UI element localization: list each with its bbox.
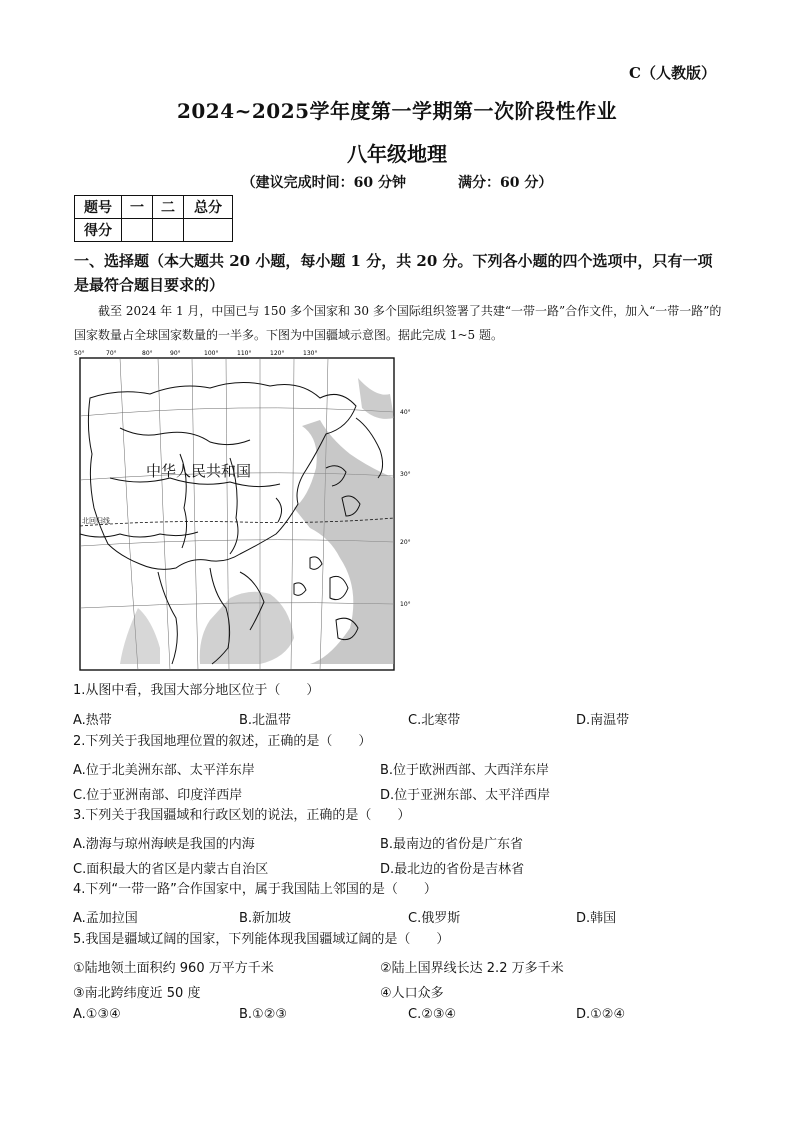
map-country-label: 中华人民共和国 [146,462,252,480]
exam-title: 2024~2025学年度第一学期第一次阶段性作业 [176,99,618,123]
lat-label: 30° [400,471,411,478]
question-4-stem: 4.下列“一带一路”合作国家中，属于我国陆上邻国的是（ ） [73,882,437,897]
score-blank[interactable] [153,219,184,242]
score-blank[interactable] [122,219,153,242]
q5-option-a[interactable]: A.①③④ [73,1007,121,1022]
score-table [74,195,233,242]
question-1-stem: 1.从图中看，我国大部分地区位于（ ） [73,683,320,698]
q2-option-c[interactable]: C.位于亚洲南部、印度洋西岸 [73,788,243,803]
q5-item-1: ①陆地领土面积约 960 万平方千米 [73,961,274,976]
q5-option-d[interactable]: D.①②④ [576,1007,626,1022]
lat-label: 10° [400,601,411,608]
section1-heading: 一、选择题（本大题共 20 小题，每小题 1 分，共 20 分。下列各小题的四个选项中，只有一项是最符合题目要求的） [74,252,713,294]
q4-option-a[interactable]: A.孟加拉国 [73,911,138,926]
lon-label: 130° [303,350,318,357]
q1-option-b[interactable]: B.北温带 [239,713,292,728]
lon-label: 90° [170,350,181,357]
q5-item-2: ②陆上国界线长达 2.2 万多千米 [380,961,564,976]
q1-option-a[interactable]: A.热带 [73,713,112,728]
china-territory-map [74,346,420,676]
version-label: C（人教版） [629,64,716,82]
exam-info [0,172,794,192]
lat-label: 40° [400,409,411,416]
lon-label: 80° [142,350,153,357]
score-table-header-row [75,196,233,219]
q2-option-d[interactable]: D.位于亚洲东部、太平洋西岸 [380,788,551,803]
subject-title: 八年级地理 [347,142,447,166]
score-table-score-row [75,219,233,242]
map-tropic-label: 北回归线 [82,517,110,525]
lon-label: 50° [74,350,85,357]
lon-label: 70° [106,350,117,357]
q5-item-3: ③南北跨纬度近 50 度 [73,986,201,1001]
score-blank[interactable] [184,219,233,242]
score-cell-section1: 一 [122,196,153,219]
q5-option-c[interactable]: C.②③④ [408,1007,457,1022]
lat-label: 20° [400,539,411,546]
q2-option-b[interactable]: B.位于欧洲西部、大西洋东岸 [380,763,550,778]
q3-option-d[interactable]: D.最北边的省份是吉林省 [380,862,525,877]
q3-option-b[interactable]: B.最南边的省份是广东省 [380,837,524,852]
q4-option-d[interactable]: D.韩国 [576,911,617,926]
time-note: （建议完成时间：60 分钟 [241,175,406,191]
q1-option-c[interactable]: C.北寒带 [408,713,461,728]
lon-label: 110° [237,350,252,357]
q5-option-b[interactable]: B.①②③ [239,1007,288,1022]
question-5-stem: 5.我国是疆域辽阔的国家，下列能体现我国疆域辽阔的是（ ） [73,932,450,947]
score-cell-total: 总分 [184,196,233,219]
score-cell-section2: 二 [153,196,184,219]
score-cell-label: 题号 [75,196,122,219]
q3-option-a[interactable]: A.渤海与琼州海峡是我国的内海 [73,837,255,852]
q3-option-c[interactable]: C.面积最大的省区是内蒙古自治区 [73,862,269,877]
lon-label: 100° [204,350,219,357]
score-row-label: 得分 [75,219,122,242]
q5-item-4: ④人口众多 [380,986,444,1001]
q4-option-c[interactable]: C.俄罗斯 [408,911,461,926]
score-note: 满分：60 分） [458,175,553,191]
section1-intro: 截至 2024 年 1 月，中国已与 150 多个国家和 30 多个国际组织签署了共建“一带一路”合作文件，加入“一带一路”的国家数量占全球国家数量的一半多。下图为中国疆域示意图。据此完成 1~5 题。 [74,304,722,342]
question-2-stem: 2.下列关于我国地理位置的叙述，正确的是（ ） [73,734,372,749]
q2-option-a[interactable]: A.位于北美洲东部、太平洋东岸 [73,763,255,778]
question-3-stem: 3.下列关于我国疆域和行政区划的说法，正确的是（ ） [73,808,411,823]
q4-option-b[interactable]: B.新加坡 [239,911,292,926]
lon-label: 120° [270,350,285,357]
q1-option-d[interactable]: D.南温带 [576,713,630,728]
